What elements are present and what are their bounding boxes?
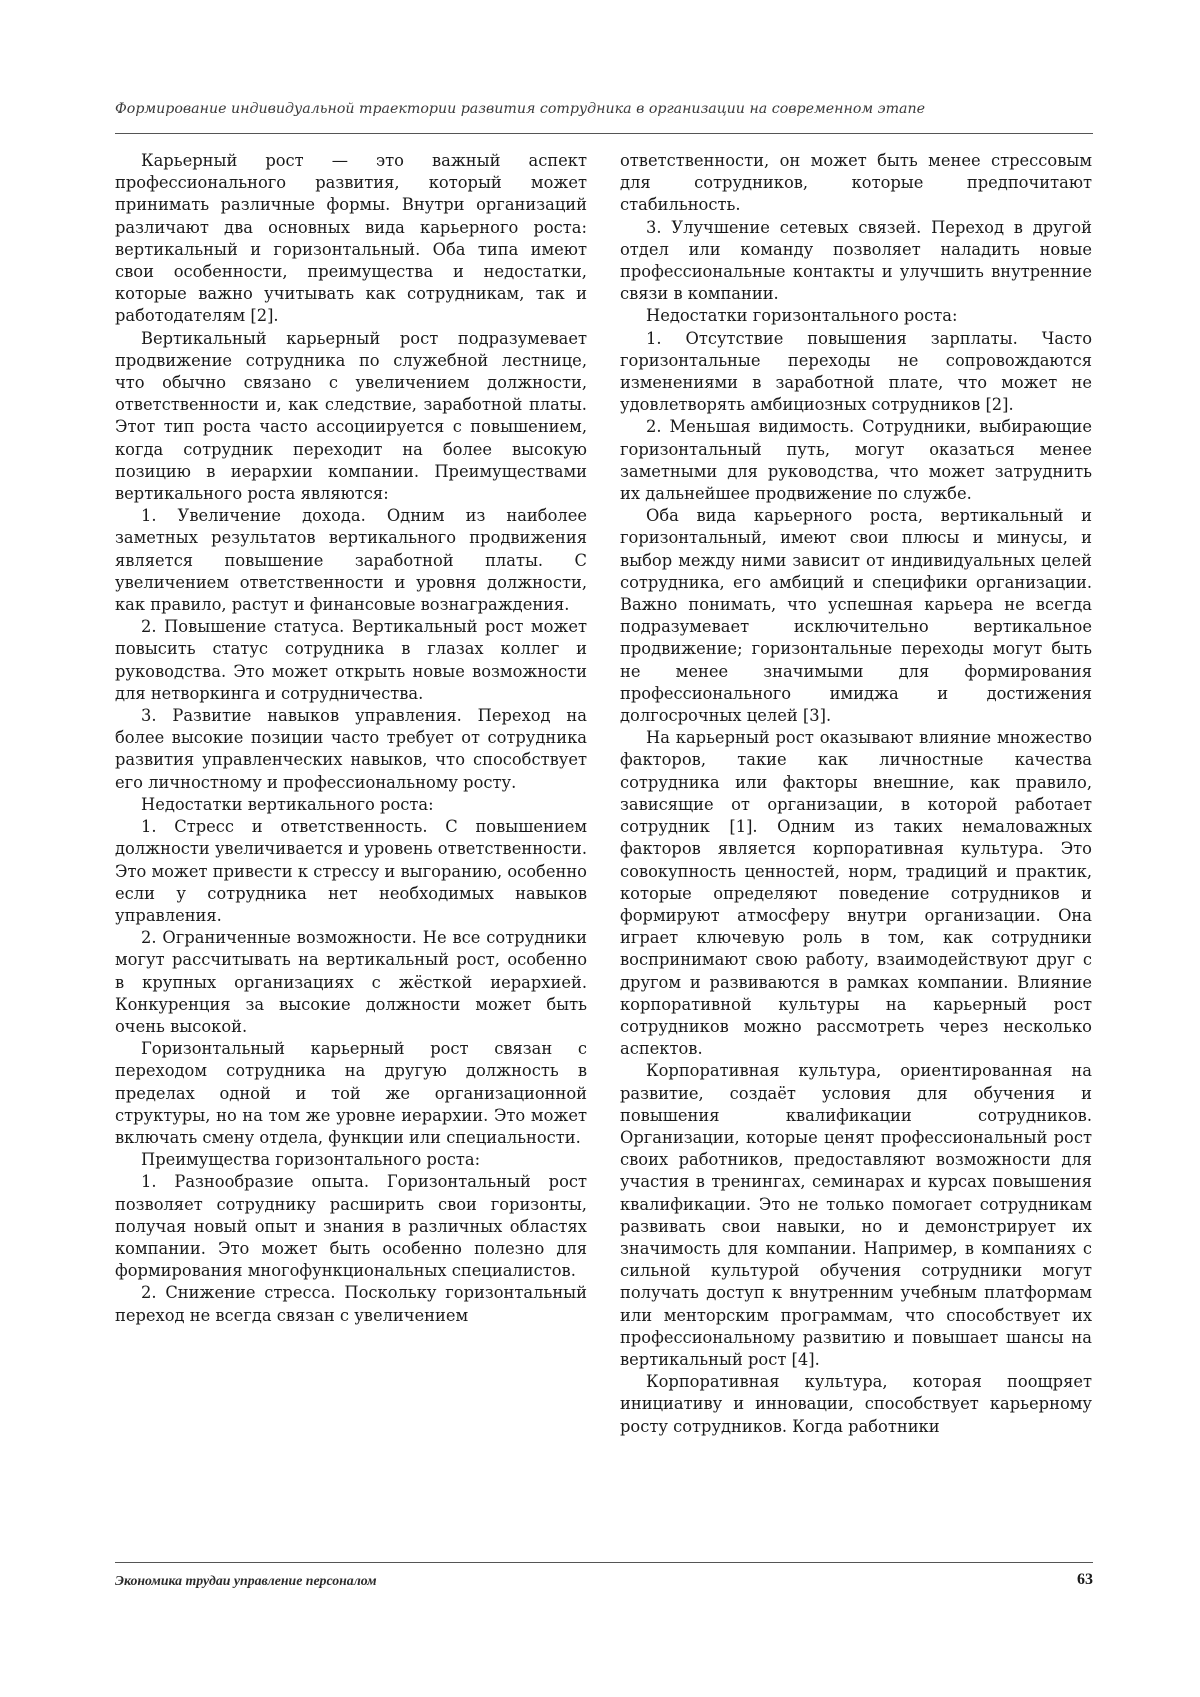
paragraph: 1. Стресс и ответственность. С повышением должности увеличивается и уровень ответственности. Это может привести к стрессу и выгоранию, особенно если у сотрудника нет необходимых навыков управления. [115,817,587,925]
paragraph: Преимущества горизонтального роста: [141,1150,481,1170]
paragraph: Корпоративная культура, которая поощряет инициативу и инновации, способствует карьерному росту сотрудников. Когда работники [620,1372,1092,1436]
paragraph: 3. Улучшение сетевых связей. Переход в другой отдел или команду позволяет наладить новые профессиональные контакты и улучшить внутренние связи в компании. [620,217,1092,304]
paragraph: Вертикальный карьерный рост подразумевает продвижение сотрудника по служебной лестнице, что обычно связано с увеличением должности, ответственности и, как следствие, заработной платы. Этот тип роста часто ассоциируется с повышением, когда сотрудник переходит на более высокую позицию в иерархии компании. Преимуществами вертикального роста являются: [115,328,587,504]
paragraph: 2. Повышение статуса. Вертикальный рост может повысить статус сотрудника в глазах коллег и руководства. Это может открыть новые возможности для нетворкинга и сотрудничества. [115,617,587,703]
paragraph: Недостатки вертикального роста: [141,794,434,814]
paragraph: Недостатки горизонтального роста: [646,306,958,326]
paragraph: Горизонтальный карьерный рост связан с переходом сотрудника на другую должность в пределах одной и той же организационной структуры, но на том же уровне иерархии. Это может включать смену отдела, функции или специальности. [115,1039,587,1147]
page-number: 63 [1077,1571,1093,1588]
paragraph: 3. Развитие навыков управления. Переход на более высокие позиции часто требует от сотрудника развития управленческих навыков, что способствует его личностному и профессиональному росту. [115,706,587,792]
paragraph: 1. Отсутствие повышения зарплаты. Часто горизонтальные переходы не сопровождаются изменениями в заработной плате, что может не удовлетворять амбициозных сотрудников [2]. [620,328,1092,415]
header-rule [115,133,1093,134]
paragraph: Оба вида карьерного роста, вертикальный и горизонтальный, имеют свои плюсы и минусы, и выбор между ними зависит от индивидуальных целей сотрудника, его амбиций и специфики организации. Важно понимать, что успешная карьера не всегда подразумевает исключительно вертикальное продвижение; горизонтальные переходы могут быть не менее значимыми для формирования профессионального имиджа и достижения долгосрочных целей [3]. [620,506,1092,726]
paragraph: Корпоративная культура, ориентированная на развитие, создаёт условия для обучения и повышения квалификации сотрудников. Организации, которые ценят профессиональный рост своих работников, предоставляют возможности для участия в тренингах, семинарах и курсах повышения квалификации. Это не только помогает сотрудникам развивать свои навыки, но и демонстрирует их значимость для компании. Например, в компаниях с сильной культурой обучения сотрудники могут получать доступ к внутренним учебным платформам или менторским программам, что способствует их профессиональному развитию и повышает шансы на вертикальный рост [4]. [620,1061,1092,1369]
paragraph: 2. Ограниченные возможности. Не все сотрудники могут рассчитывать на вертикальный рост, особенно в крупных организациях с жёсткой иерархией. Конкуренция за высокие должности может быть очень высокой. [115,928,587,1036]
paragraph: 2. Меньшая видимость. Сотрудники, выбирающие горизонтальный путь, могут оказаться менее заметными для руководства, что может затруднить их дальнейшее продвижение по службе. [620,417,1092,504]
journal-title: Экономика трудаи управление персоналом [115,1573,377,1588]
paragraph: 1. Увеличение дохода. Одним из наиболее заметных результатов вертикального продвижения является повышение заработной платы. С увеличением ответственности и уровня должности, как правило, растут и финансовые вознаграждения. [115,506,587,615]
right-column [620,150,1092,1438]
paragraph: Карьерный рост — это важный аспект профессионального развития, который может принимать различные формы. Внутри организаций различают два основных вида карьерного роста: вертикальный и горизонтальный. Оба типа имеют свои особенности, преимущества и недостатки, которые важно учитывать как сотрудникам, так и работодателям [2]. [115,151,587,326]
paragraph: 1. Разнообразие опыта. Горизонтальный рост позволяет сотруднику расширить свои горизонты, получая новый опыт и знания в различных областях компании. Это может быть особенно полезно для формирования многофункциональных специалистов. [115,1172,587,1281]
left-column [115,150,587,1327]
running-title: Формирование индивидуальной траектории развития сотрудника в организации на современном этапе [115,101,926,117]
footer-rule [115,1562,1093,1563]
paragraph: 2. Снижение стресса. Поскольку горизонтальный переход не всегда связан с увеличением [115,1283,587,1325]
paragraph: На карьерный рост оказывают влияние множество факторов, такие как личностные качества сотрудника или факторы внешние, как правило, зависящие от организации, в которой работает сотрудник [1]. Одним из таких немаловажных факторов является корпоративная культура. Это совокупность ценностей, норм, традиций и практик, которые определяют поведение сотрудников и формируют атмосферу внутри организации. Она играет ключевую роль в том, как сотрудники воспринимают свою работу, взаимодействуют друг с другом и развиваются в рамках компании. Влияние корпоративной культуры на карьерный рост сотрудников можно рассмотреть через несколько аспектов. [620,728,1092,1059]
paragraph-continuation: ответственности, он может быть менее стрессовым для сотрудников, которые предпочитают стабильность. [620,151,1092,215]
